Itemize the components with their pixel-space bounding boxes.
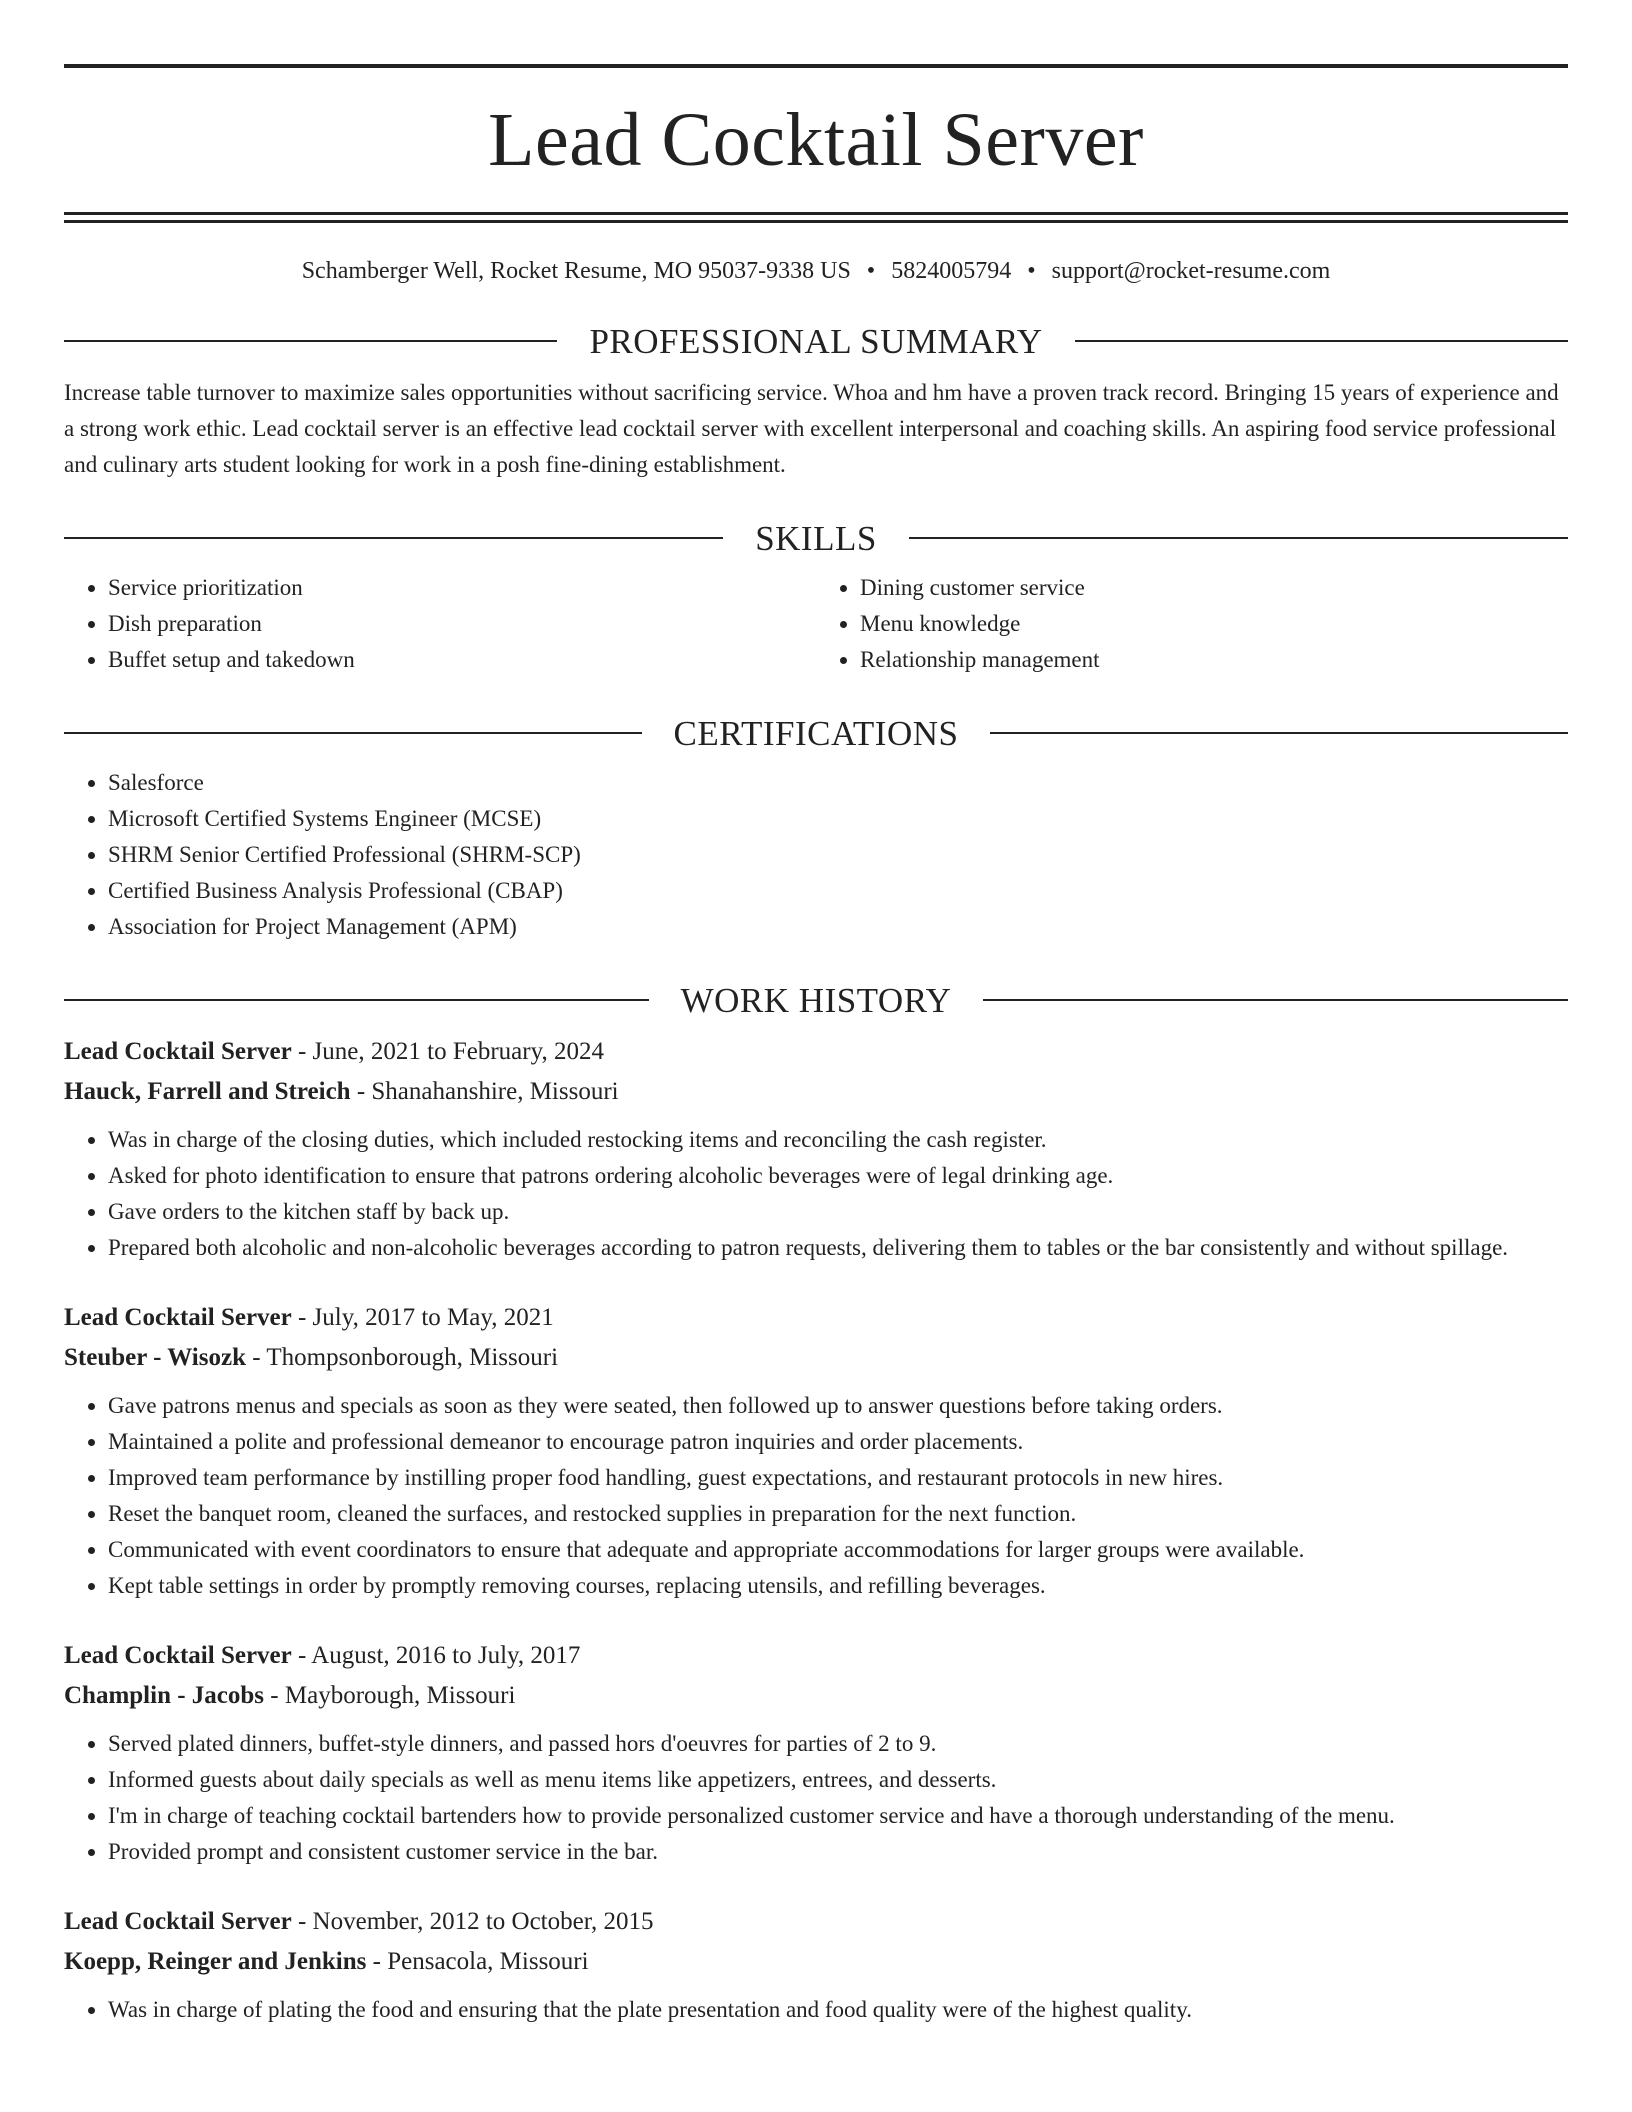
job-bullet: • Maintained a polite and professional demeanor to encourage patron inquiries and order placements. bbox=[108, 1424, 1568, 1460]
job-entry bbox=[64, 1902, 1568, 2028]
job-bullets bbox=[64, 1388, 1568, 1604]
job-bullets bbox=[64, 1122, 1568, 1266]
contact-address: Schamberger Well, Rocket Resume, MO 95037-9338 US bbox=[301, 258, 851, 284]
job-bullet: • Gave orders to the kitchen staff by back up. bbox=[108, 1194, 1568, 1230]
job-bullet: • Prepared both alcoholic and non-alcoholic beverages according to patron requests, delivering them to tables or the bar consistently and without spillage. bbox=[108, 1230, 1568, 1266]
section-header-certifications bbox=[64, 713, 1568, 753]
job-dates: - July, 2017 to May, 2021 bbox=[291, 1303, 554, 1331]
job-title-line bbox=[64, 1298, 1568, 1338]
job-company: Champlin - Jacobs bbox=[64, 1681, 265, 1709]
job-title-line bbox=[64, 1032, 1568, 1072]
divider-line bbox=[64, 340, 557, 342]
skill-item: • Dining customer service bbox=[860, 570, 1568, 606]
resume-page bbox=[64, 64, 1568, 2028]
job-company-line bbox=[64, 1072, 1568, 1112]
job-bullet: • Was in charge of the closing duties, which included restocking items and reconciling the cash register. bbox=[108, 1122, 1568, 1158]
job-bullet: • Improved team performance by instilling proper food handling, guest expectations, and restaurant protocols in new hires. bbox=[108, 1460, 1568, 1496]
certification-item: • Salesforce bbox=[108, 765, 1568, 801]
section-title-skills: SKILLS bbox=[755, 518, 877, 558]
job-title-line bbox=[64, 1902, 1568, 1942]
top-rule bbox=[64, 64, 1568, 68]
contact-email: support@rocket-resume.com bbox=[1051, 258, 1331, 284]
divider-line bbox=[909, 537, 1568, 539]
divider-line bbox=[1075, 340, 1568, 342]
skill-item: • Menu knowledge bbox=[860, 606, 1568, 642]
job-location: - Thompsonborough, Missouri bbox=[245, 1343, 559, 1371]
skills-columns bbox=[64, 570, 1568, 678]
job-location: - Shanahanshire, Missouri bbox=[350, 1077, 619, 1105]
skill-item: • Dish preparation bbox=[108, 606, 816, 642]
skill-item: • Buffet setup and takedown bbox=[108, 642, 816, 678]
divider-line bbox=[990, 732, 1568, 734]
job-company-line bbox=[64, 1942, 1568, 1982]
job-bullet: • Kept table settings in order by promptly removing courses, replacing utensils, and refilling beverages. bbox=[108, 1568, 1568, 1604]
contact-line bbox=[64, 257, 1568, 286]
summary-text: Increase table turnover to maximize sales opportunities without sacrificing service. Whoa and hm have a proven track record. Bringing 15 years of experience and a strong work ethic. Lead cocktail server is an effective lead cocktail server with excellent interpersonal and coaching skills. An aspiring food service professional and culinary arts student looking for work in a posh fine-dining establishment. bbox=[64, 379, 1559, 477]
contact-phone: 5824005794 bbox=[891, 258, 1012, 284]
job-company-line bbox=[64, 1338, 1568, 1378]
job-entry bbox=[64, 1298, 1568, 1604]
job-company: Hauck, Farrell and Streich bbox=[64, 1077, 351, 1105]
job-bullet: • Was in charge of plating the food and ensuring that the plate presentation and food quality were of the highest quality. bbox=[108, 1992, 1568, 2028]
job-company: Koepp, Reinger and Jenkins bbox=[64, 1947, 367, 1975]
section-header-summary bbox=[64, 321, 1568, 361]
job-company: Steuber - Wisozk bbox=[64, 1343, 246, 1371]
job-location: - Mayborough, Missouri bbox=[264, 1681, 516, 1709]
section-title-summary: PROFESSIONAL SUMMARY bbox=[589, 321, 1043, 361]
skills-list-left bbox=[64, 570, 816, 678]
skill-item: • Service prioritization bbox=[108, 570, 816, 606]
job-bullet: • Informed guests about daily specials as well as menu items like appetizers, entrees, and desserts. bbox=[108, 1762, 1568, 1798]
job-dates: - June, 2021 to February, 2024 bbox=[291, 1037, 604, 1065]
resume-title: Lead Cocktail Server bbox=[488, 98, 1144, 182]
contact-separator: • bbox=[866, 258, 876, 284]
job-title: Lead Cocktail Server bbox=[64, 1641, 292, 1669]
contact-separator: • bbox=[1027, 258, 1036, 284]
divider-line bbox=[64, 537, 723, 539]
section-header-work-history bbox=[64, 980, 1568, 1020]
section-header-skills bbox=[64, 518, 1568, 558]
job-entry bbox=[64, 1636, 1568, 1870]
certifications-list bbox=[64, 765, 1568, 945]
job-bullet: • Provided prompt and consistent customer service in the bar. bbox=[108, 1834, 1568, 1870]
job-dates: - August, 2016 to July, 2017 bbox=[291, 1641, 581, 1669]
job-bullet: • I'm in charge of teaching cocktail bartenders how to provide personalized customer service and have a thorough understanding of the menu. bbox=[108, 1798, 1568, 1834]
job-location: - Pensacola, Missouri bbox=[366, 1947, 589, 1975]
job-title-line bbox=[64, 1636, 1568, 1676]
job-title: Lead Cocktail Server bbox=[64, 1303, 292, 1331]
skill-item: • Relationship management bbox=[860, 642, 1568, 678]
job-bullet: • Asked for photo identification to ensure that patrons ordering alcoholic beverages were of legal drinking age. bbox=[108, 1158, 1568, 1194]
certification-item: • Certified Business Analysis Professional (CBAP) bbox=[108, 873, 1568, 909]
job-company-line bbox=[64, 1676, 1568, 1716]
job-bullet: • Served plated dinners, buffet-style dinners, and passed hors d'oeuvres for parties of 2 to 9. bbox=[108, 1726, 1568, 1762]
job-dates: - November, 2012 to October, 2015 bbox=[291, 1907, 654, 1935]
job-entry bbox=[64, 1032, 1568, 1266]
job-bullet: • Communicated with event coordinators to ensure that adequate and appropriate accommodations for larger groups were available. bbox=[108, 1532, 1568, 1568]
certification-item: • Association for Project Management (APM) bbox=[108, 909, 1568, 945]
job-bullet: • Gave patrons menus and specials as soon as they were seated, then followed up to answer questions before taking orders. bbox=[108, 1388, 1568, 1424]
job-title: Lead Cocktail Server bbox=[64, 1907, 292, 1935]
job-bullet: • Reset the banquet room, cleaned the surfaces, and restocked supplies in preparation for the next function. bbox=[108, 1496, 1568, 1532]
skills-list-right bbox=[816, 570, 1568, 678]
divider-line bbox=[64, 999, 649, 1001]
job-bullets bbox=[64, 1992, 1568, 2028]
section-title-work-history: WORK HISTORY bbox=[680, 980, 952, 1020]
divider-line bbox=[64, 732, 642, 734]
section-title-certifications: CERTIFICATIONS bbox=[673, 713, 959, 753]
divider-line bbox=[983, 999, 1568, 1001]
certification-item: • SHRM Senior Certified Professional (SHRM-SCP) bbox=[108, 837, 1568, 873]
job-title: Lead Cocktail Server bbox=[64, 1037, 292, 1065]
certification-item: • Microsoft Certified Systems Engineer (MCSE) bbox=[108, 801, 1568, 837]
job-bullets bbox=[64, 1726, 1568, 1870]
title-double-rule bbox=[64, 212, 1568, 223]
